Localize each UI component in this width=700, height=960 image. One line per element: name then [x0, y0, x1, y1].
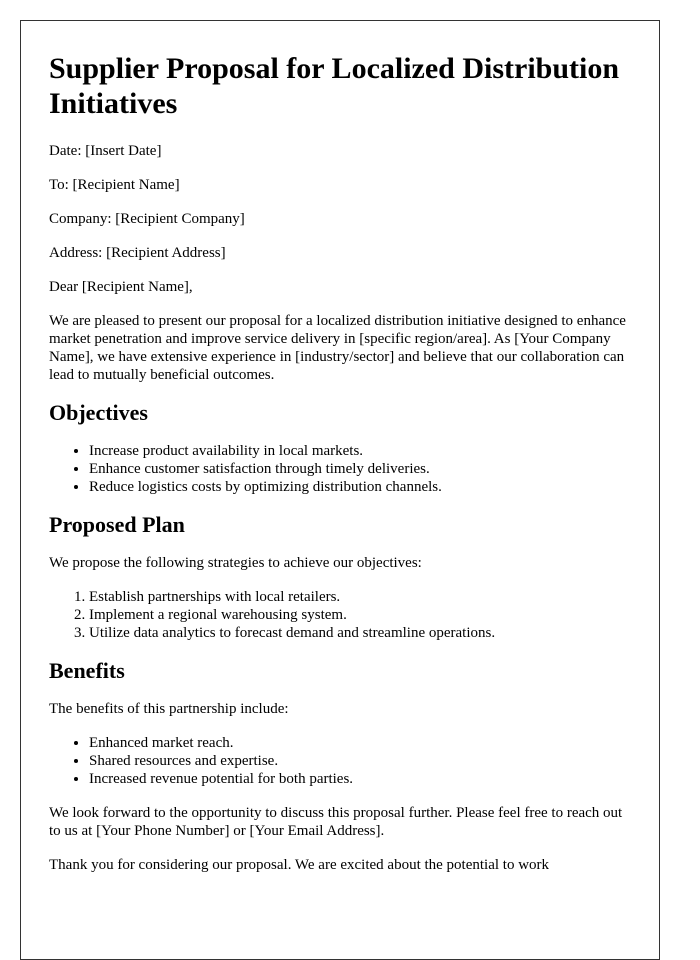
objectives-heading: Objectives — [49, 400, 148, 425]
list-item: 1. Establish partnerships with local retailers. — [89, 588, 631, 606]
company-field: Company: [Recipient Company] — [49, 211, 245, 227]
list-item: • Increase product availability in local markets. — [89, 442, 631, 460]
list-item: • Reduce logistics costs by optimizing distribution channels. — [89, 478, 631, 496]
date-field: Date: [Insert Date] — [49, 143, 162, 159]
list-item: • Enhanced market reach. — [89, 734, 631, 752]
recipient-field: To: [Recipient Name] — [49, 177, 180, 193]
list-item: • Shared resources and expertise. — [89, 752, 631, 770]
document-title: Supplier Proposal for Localized Distribution Initiatives — [49, 52, 620, 120]
list-item: 3. Utilize data analytics to forecast demand and streamline operations. — [89, 624, 631, 642]
closing-paragraph: We look forward to the opportunity to discuss this proposal further. Please feel free to reach out to us at [Your Phone Number] or [Your Email Address]. — [49, 805, 623, 839]
list-item: 2. Implement a regional warehousing system. — [89, 606, 631, 624]
address-field: Address: [Recipient Address] — [49, 245, 226, 261]
thanks-paragraph: Thank you for considering our proposal. We are excited about the potential to work — [49, 857, 550, 873]
intro-paragraph: We are pleased to present our proposal for a localized distribution initiative designed to enhance market penetration and improve service delivery in [specific region/area]. As [Your Company Name], we have extensive experience in [industry/sector] and believe that our collaboration can lead to mutually beneficial outcomes. — [49, 313, 626, 383]
objectives-list — [49, 442, 631, 496]
plan-heading: Proposed Plan — [49, 512, 185, 537]
benefits-list — [49, 734, 631, 788]
benefits-intro: The benefits of this partnership include: — [49, 701, 289, 717]
list-item: • Increased revenue potential for both parties. — [89, 770, 631, 788]
list-item: • Enhance customer satisfaction through timely deliveries. — [89, 460, 631, 478]
benefits-heading: Benefits — [49, 658, 125, 683]
document-page — [20, 20, 660, 960]
plan-intro: We propose the following strategies to achieve our objectives: — [49, 555, 422, 571]
salutation: Dear [Recipient Name], — [49, 279, 193, 295]
plan-list — [49, 588, 631, 642]
